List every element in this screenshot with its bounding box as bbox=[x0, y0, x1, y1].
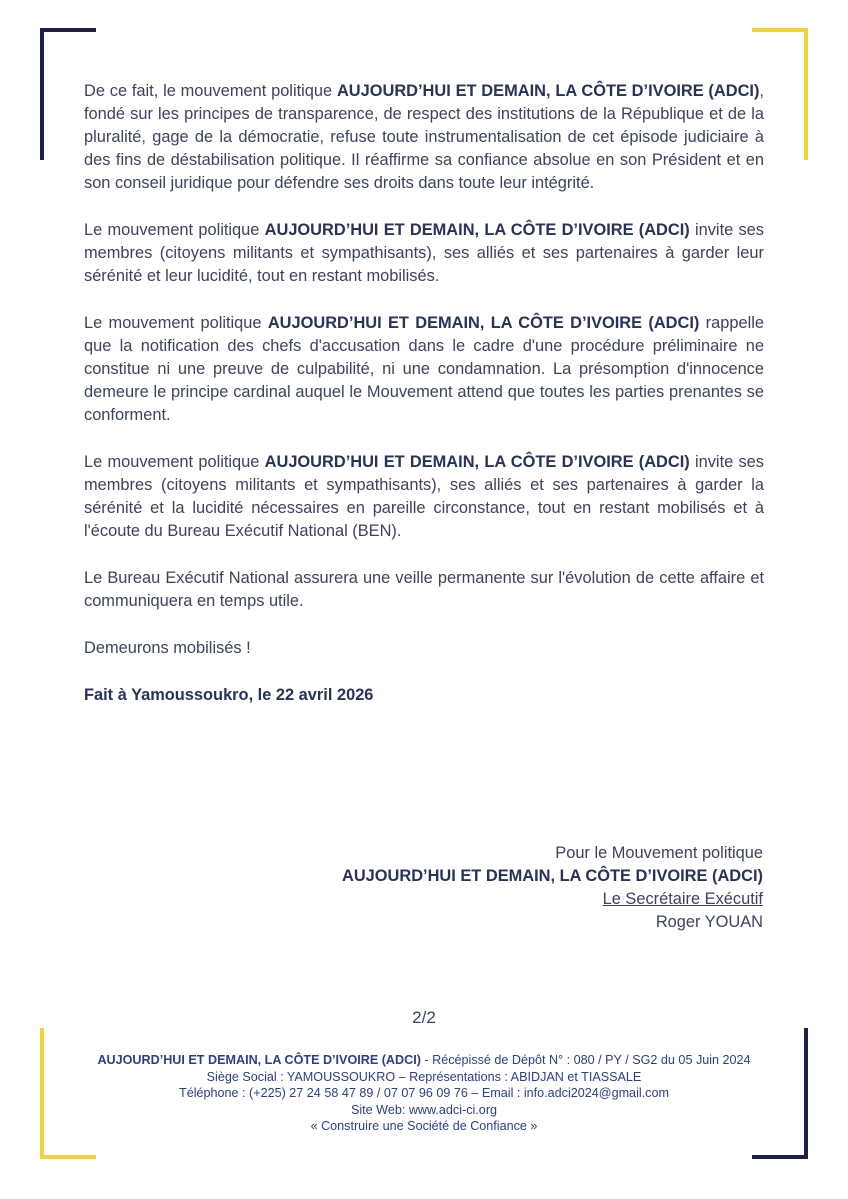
paragraph-3-lead: Le mouvement politique bbox=[84, 314, 268, 332]
corner-bracket-top-right-vertical bbox=[804, 28, 808, 160]
paragraph-1-lead: De ce fait, le mouvement politique bbox=[84, 82, 337, 100]
footer-line-3: Téléphone : (+225) 27 24 58 47 89 / 07 07 96 09 76 – Email : info.adci2024@gmail.com bbox=[179, 1086, 669, 1100]
paragraph-3-text: rappelle que la notification des chefs d'accusation dans le cadre d'une procédure préliminaire ne constitue ni une preuve de culpabilité, ni une condamnation. La présomption d'innocence demeure le principe cardinal auquel le Mouvement attend que toutes les parties prenantes se conforment. bbox=[84, 314, 764, 424]
paragraph-1-text: , fondé sur les principes de transparence, de respect des institutions de la République et de la pluralité, gage de la démocratie, refuse toute instrumentalisation de cet épisode judiciaire à des fins de déstabilisation politique. Il réaffirme sa confiance absolue en son Président et en son conseil juridique pour défendre ses droits dans toute leur intégrité. bbox=[84, 82, 764, 192]
paragraph-2-lead: Le mouvement politique bbox=[84, 221, 265, 239]
corner-bracket-bottom-left bbox=[40, 1155, 96, 1159]
signature-block bbox=[243, 842, 763, 934]
signature-for-line: Pour le Mouvement politique bbox=[555, 844, 763, 862]
paragraph-2-text: invite ses membres (citoyens militants et sympathisants), ses alliés et ses partenaires à garder leur sérénité et leur lucidité, tout en restant mobilisés. bbox=[84, 221, 764, 285]
signature-org: AUJOURD’HUI ET DEMAIN, LA CÔTE D’IVOIRE (ADCI) bbox=[341, 867, 763, 885]
footer-line-4: Site Web: www.adci-ci.org bbox=[350, 1102, 498, 1117]
footer bbox=[60, 1052, 788, 1135]
footer-registration: - Récépissé de Dépôt N° : 080 / PY / SG2 du 05 Juin 2024 bbox=[420, 1053, 751, 1067]
footer-org: AUJOURD’HUI ET DEMAIN, LA CÔTE D’IVOIRE (ADCI) bbox=[97, 1053, 421, 1067]
corner-bracket-top-left-vertical bbox=[40, 28, 44, 160]
footer-line-5: « Construire une Société de Confiance » bbox=[310, 1119, 538, 1133]
corner-bracket-top-left bbox=[40, 28, 96, 32]
footer-line-2: Siège Social : YAMOUSSOUKRO – Représentations : ABIDJAN et TIASSALE bbox=[206, 1069, 642, 1084]
paragraph-5: Le Bureau Exécutif National assurera une veille permanente sur l'évolution de cette affaire et communiquera en temps utile. bbox=[84, 569, 764, 610]
paragraph-3 bbox=[84, 312, 764, 427]
corner-bracket-top-right bbox=[752, 28, 808, 32]
corner-bracket-bottom-right-vertical bbox=[804, 1028, 808, 1159]
signature-name: Roger YOUAN bbox=[655, 913, 763, 931]
corner-bracket-bottom-right bbox=[752, 1155, 808, 1159]
signature-role: Le Secrétaire Exécutif bbox=[602, 890, 763, 908]
paragraph-4-lead: Le mouvement politique bbox=[84, 453, 265, 471]
movement-name: AUJOURD’HUI ET DEMAIN, LA CÔTE D’IVOIRE (ADCI) bbox=[264, 453, 690, 471]
paragraph-4-text: invite ses membres (citoyens militants et sympathisants), ses alliés et ses partenaires à garder la sérénité et la lucidité nécessaires en pareille circonstance, tout en restant mobilisés et à l'écoute du Bureau Exécutif National (BEN). bbox=[84, 453, 764, 540]
paragraph-4 bbox=[84, 451, 764, 543]
closing-line: Demeurons mobilisés ! bbox=[84, 639, 251, 657]
letter-body bbox=[84, 80, 764, 707]
paragraph-1 bbox=[84, 80, 764, 195]
corner-bracket-bottom-left-vertical bbox=[40, 1028, 44, 1159]
movement-name: AUJOURD’HUI ET DEMAIN, LA CÔTE D’IVOIRE (ADCI) bbox=[264, 221, 690, 239]
footer-line-1 bbox=[60, 1052, 788, 1069]
movement-name: AUJOURD’HUI ET DEMAIN, LA CÔTE D’IVOIRE (ADCI) bbox=[336, 82, 760, 100]
movement-name: AUJOURD’HUI ET DEMAIN, LA CÔTE D’IVOIRE (ADCI) bbox=[267, 314, 700, 332]
date-place-line: Fait à Yamoussoukro, le 22 avril 2026 bbox=[84, 686, 374, 704]
paragraph-2 bbox=[84, 219, 764, 288]
page-number: 2/2 bbox=[412, 1008, 436, 1027]
